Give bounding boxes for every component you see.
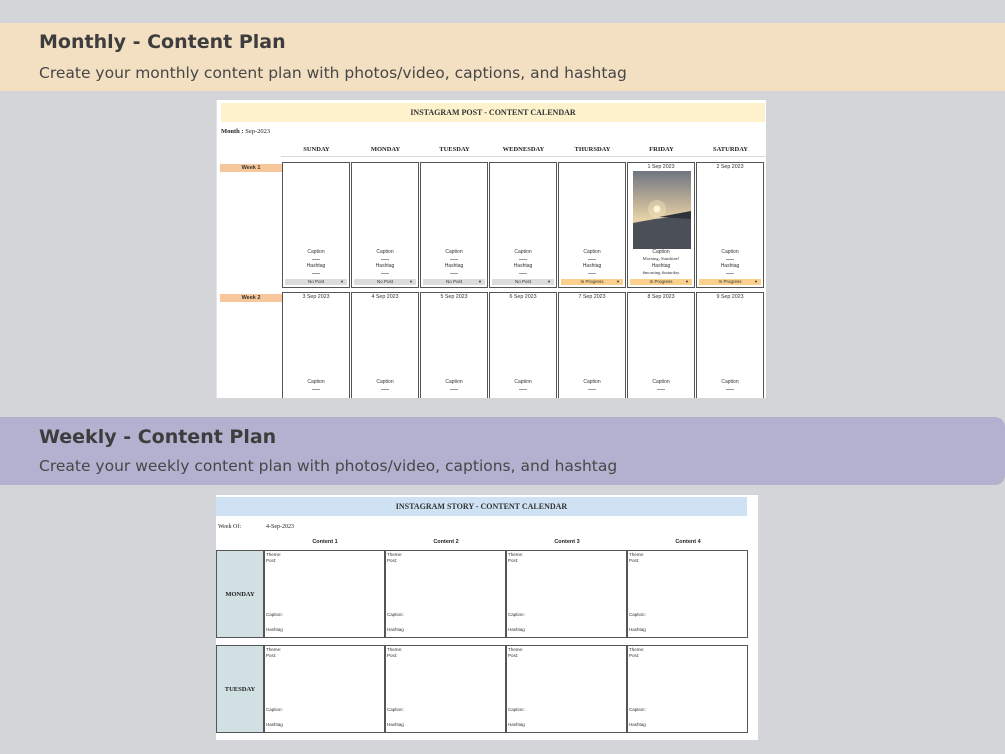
hashtag-text[interactable]: #morning #saturday: [642, 270, 680, 275]
week-label-1: Week 1: [220, 164, 282, 172]
day-header-friday: FRIDAY: [649, 146, 674, 153]
caption-label: Caption:: [629, 612, 646, 617]
monthly-calendar-sheet: [216, 100, 766, 398]
day-cell[interactable]: [627, 292, 695, 398]
day-cell[interactable]: [696, 292, 764, 398]
caption-placeholder[interactable]: [519, 259, 527, 260]
status-dropdown[interactable]: [423, 279, 485, 285]
caption-label: Caption: [307, 249, 325, 255]
hashtag-label: Hashtag: [651, 263, 671, 269]
post-photo[interactable]: [633, 171, 691, 249]
hashtag-label: Hashtag: [508, 722, 525, 727]
caption-placeholder[interactable]: [312, 259, 320, 260]
status-dropdown[interactable]: [630, 279, 692, 285]
cell-date: 5 Sep 2023: [440, 294, 468, 300]
weekly-heading: Weekly - Content Plan: [39, 426, 277, 448]
hashtag-placeholder[interactable]: [588, 273, 596, 274]
dropdown-arrow-icon: ▼: [478, 279, 482, 284]
caption-label: Caption: [721, 249, 739, 255]
hashtag-label: Hashtag: [266, 627, 283, 632]
content-cell[interactable]: [264, 645, 385, 733]
hashtag-label: Hashtag: [387, 722, 404, 727]
cell-date: 6 Sep 2023: [509, 294, 537, 300]
caption-placeholder[interactable]: [726, 389, 734, 390]
hashtag-label: Hashtag: [629, 627, 646, 632]
day-header-tuesday: TUESDAY: [439, 146, 470, 153]
hashtag-label: Hashtag: [508, 627, 525, 632]
day-cell[interactable]: [351, 292, 419, 398]
status-value: No Post: [376, 279, 393, 284]
post-label: Post:: [629, 558, 640, 563]
caption-placeholder[interactable]: [519, 389, 527, 390]
content-cell[interactable]: [506, 645, 627, 733]
hashtag-placeholder[interactable]: [450, 273, 458, 274]
theme-label: Theme:: [629, 647, 645, 652]
week-of-value[interactable]: 4-Sep-2023: [266, 524, 294, 530]
caption-placeholder[interactable]: [588, 389, 596, 390]
post-label: Post:: [266, 558, 277, 563]
caption-label: Caption:: [387, 612, 404, 617]
hashtag-placeholder[interactable]: [726, 273, 734, 274]
post-label: Post:: [387, 558, 398, 563]
dropdown-arrow-icon: ▼: [616, 279, 620, 284]
caption-placeholder[interactable]: [450, 389, 458, 390]
theme-label: Theme:: [508, 552, 524, 557]
cell-date: 4 Sep 2023: [371, 294, 399, 300]
post-label: Post:: [508, 653, 519, 658]
post-label: Post:: [266, 653, 277, 658]
hashtag-label: Hashtag: [266, 722, 283, 727]
caption-placeholder[interactable]: [381, 259, 389, 260]
day-cell[interactable]: [489, 292, 557, 398]
caption-label: Caption: [376, 379, 394, 385]
hashtag-label: Hashtag: [306, 263, 326, 269]
caption-label: Caption: [721, 379, 739, 385]
status-dropdown[interactable]: [354, 279, 416, 285]
day-cell[interactable]: [282, 162, 350, 288]
status-dropdown[interactable]: [561, 279, 623, 285]
weekly-subheading: Create your weekly content plan with photos/video, captions, and hashtag: [39, 457, 618, 475]
cell-date: 1 Sep 2023: [647, 164, 675, 170]
caption-label: Caption:: [387, 707, 404, 712]
caption-label: Caption: [583, 249, 601, 255]
monthly-sheet-title: INSTAGRAM POST - CONTENT CALENDAR: [221, 103, 765, 122]
caption-label: Caption:: [629, 707, 646, 712]
caption-placeholder[interactable]: [450, 259, 458, 260]
month-label: Month :: [221, 128, 244, 135]
hashtag-label: Hashtag: [582, 263, 602, 269]
content-column-header: Content 2: [433, 539, 459, 545]
weekly-banner: [0, 417, 1005, 485]
cell-date: 7 Sep 2023: [578, 294, 606, 300]
post-label: Post:: [629, 653, 640, 658]
caption-label: Caption: [514, 379, 532, 385]
content-cell[interactable]: [385, 550, 506, 638]
caption-label: Caption: [445, 379, 463, 385]
content-column-header: Content 3: [554, 539, 580, 545]
day-cell[interactable]: [420, 162, 488, 288]
day-cell[interactable]: [420, 292, 488, 398]
caption-label: Caption: [307, 379, 325, 385]
hashtag-label: Hashtag: [375, 263, 395, 269]
cell-date: 3 Sep 2023: [302, 294, 330, 300]
hashtag-label: Hashtag: [720, 263, 740, 269]
theme-label: Theme:: [266, 647, 282, 652]
caption-label: Caption: [583, 379, 601, 385]
day-header-thursday: THURSDAY: [574, 146, 611, 153]
status-value: In Progress: [718, 279, 742, 284]
caption-placeholder[interactable]: [588, 259, 596, 260]
weekly-calendar-sheet: [216, 495, 758, 740]
day-header-monday: MONDAY: [370, 146, 401, 153]
hashtag-label: Hashtag: [629, 722, 646, 727]
day-label-monday: MONDAY: [216, 550, 264, 638]
status-value: In Progress: [580, 279, 604, 284]
month-value[interactable]: Sep-2023: [245, 128, 271, 135]
caption-placeholder[interactable]: [381, 389, 389, 390]
caption-placeholder[interactable]: [312, 389, 320, 390]
weekly-sheet-title: INSTAGRAM STORY - CONTENT CALENDAR: [216, 497, 747, 516]
week-label-2: Week 2: [220, 294, 282, 302]
dropdown-arrow-icon: ▼: [547, 279, 551, 284]
monthly-banner: [0, 23, 1005, 91]
hashtag-label: Hashtag: [444, 263, 464, 269]
status-value: No Post: [514, 279, 531, 284]
caption-placeholder[interactable]: [726, 259, 734, 260]
hashtag-placeholder[interactable]: [312, 273, 320, 274]
dropdown-arrow-icon: ▼: [685, 279, 689, 284]
content-cell[interactable]: [385, 645, 506, 733]
content-cell[interactable]: [506, 550, 627, 638]
theme-label: Theme:: [266, 552, 282, 557]
dropdown-arrow-icon: ▼: [754, 279, 758, 284]
caption-label: Caption:: [266, 612, 283, 617]
day-label-tuesday: TUESDAY: [216, 645, 264, 733]
caption-label: Caption: [514, 249, 532, 255]
day-header-wednesday: WEDNESDAY: [502, 146, 545, 153]
post-label: Post:: [387, 653, 398, 658]
caption-label: Caption:: [508, 707, 525, 712]
day-cell[interactable]: [489, 162, 557, 288]
caption-placeholder[interactable]: [657, 389, 665, 390]
day-cell[interactable]: [351, 162, 419, 288]
day-cell[interactable]: [558, 162, 626, 288]
caption-label: Caption: [376, 249, 394, 255]
cell-date: 8 Sep 2023: [647, 294, 675, 300]
day-cell[interactable]: [627, 162, 695, 288]
status-value: No Post: [445, 279, 462, 284]
theme-label: Theme:: [629, 552, 645, 557]
content-column-header: Content 1: [312, 539, 338, 545]
cell-date: 9 Sep 2023: [716, 294, 744, 300]
monthly-subheading: Create your monthly content plan with photos/video, captions, and hashtag: [39, 64, 627, 82]
month-field: [221, 128, 270, 135]
content-cell[interactable]: [264, 550, 385, 638]
post-label: Post:: [508, 558, 519, 563]
day-header-sunday: SUNDAY: [303, 146, 330, 153]
caption-label: Caption: [652, 379, 670, 385]
cell-date: 2 Sep 2023: [716, 164, 744, 170]
caption-text[interactable]: Morning, Sunshine!: [642, 256, 680, 261]
monthly-heading: Monthly - Content Plan: [39, 31, 286, 53]
theme-label: Theme:: [387, 552, 403, 557]
header-divider: [281, 156, 766, 157]
day-cell[interactable]: [696, 162, 764, 288]
caption-label: Caption:: [266, 707, 283, 712]
week-of-label: Week Of:: [218, 524, 242, 530]
day-cell[interactable]: [558, 292, 626, 398]
theme-label: Theme:: [387, 647, 403, 652]
status-value: In Progress: [649, 279, 673, 284]
hashtag-label: Hashtag: [387, 627, 404, 632]
caption-label: Caption:: [508, 612, 525, 617]
status-dropdown[interactable]: [699, 279, 761, 285]
status-dropdown[interactable]: [285, 279, 347, 285]
status-value: No Post: [307, 279, 324, 284]
day-header-saturday: SATURDAY: [712, 146, 749, 153]
day-cell[interactable]: [282, 292, 350, 398]
caption-label: Caption: [445, 249, 463, 255]
dropdown-arrow-icon: ▼: [409, 279, 413, 284]
content-cell[interactable]: [627, 645, 748, 733]
content-column-header: Content 4: [675, 539, 701, 545]
caption-label: Caption: [652, 249, 670, 255]
hashtag-label: Hashtag: [513, 263, 533, 269]
status-dropdown[interactable]: [492, 279, 554, 285]
theme-label: Theme:: [508, 647, 524, 652]
hashtag-placeholder[interactable]: [381, 273, 389, 274]
dropdown-arrow-icon: ▼: [340, 279, 344, 284]
hashtag-placeholder[interactable]: [519, 273, 527, 274]
content-cell[interactable]: [627, 550, 748, 638]
